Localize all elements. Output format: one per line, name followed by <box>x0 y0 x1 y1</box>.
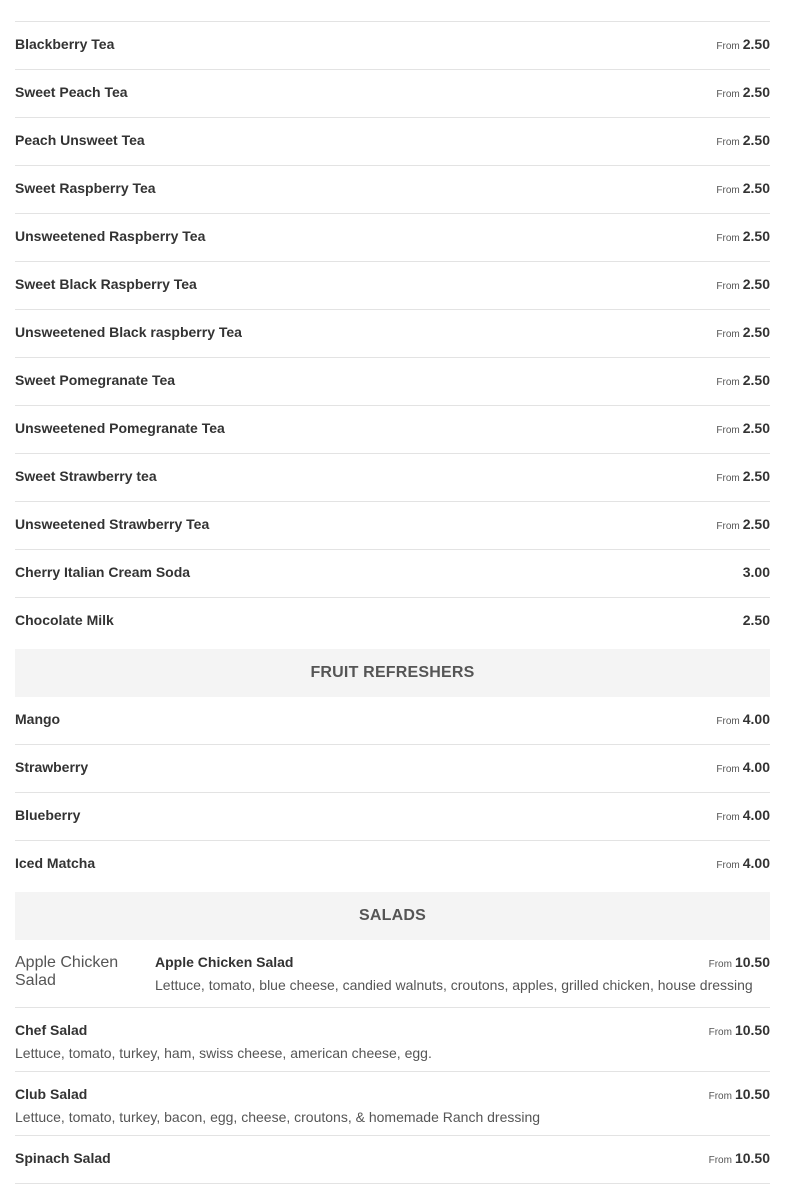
item-price <box>740 612 770 631</box>
price-from-label: From <box>716 377 740 388</box>
menu-item[interactable] <box>15 166 770 214</box>
price-from-label: From <box>716 185 740 196</box>
price-from-label: From <box>716 137 740 148</box>
price-from-label: From <box>716 812 740 823</box>
menu-item[interactable] <box>15 454 770 502</box>
item-price <box>716 420 770 439</box>
salads-list <box>15 940 770 1184</box>
price-value: 2.50 <box>742 276 770 292</box>
price-from-label: From <box>708 1027 732 1038</box>
item-name: Sweet Raspberry Tea <box>15 180 156 196</box>
menu-item[interactable] <box>15 262 770 310</box>
menu-item[interactable] <box>15 214 770 262</box>
price-value: 3.00 <box>742 564 770 580</box>
price-value: 4.00 <box>742 855 770 871</box>
item-name: Iced Matcha <box>15 855 96 871</box>
price-from-label: From <box>708 1155 732 1166</box>
menu-item[interactable] <box>15 310 770 358</box>
item-price <box>716 228 770 247</box>
menu-item[interactable] <box>15 1072 770 1136</box>
price-from-label: From <box>716 716 740 727</box>
price-from-label: From <box>716 764 740 775</box>
menu-item[interactable] <box>15 745 770 793</box>
item-name: Unsweetened Strawberry Tea <box>15 516 210 532</box>
item-name: Apple Chicken Salad <box>155 954 294 970</box>
menu-item[interactable] <box>15 841 770 892</box>
item-name: Blueberry <box>15 807 81 823</box>
item-price <box>716 711 770 730</box>
section-header-salads: SALADS <box>15 892 770 940</box>
price-from-label: From <box>716 860 740 871</box>
item-price <box>716 36 770 55</box>
item-price <box>716 759 770 778</box>
item-description: Lettuce, tomato, blue cheese, candied walnuts, croutons, apples, grilled chicken, house dressing <box>155 977 753 993</box>
price-value: 2.50 <box>742 228 770 244</box>
item-name: Club Salad <box>15 1086 88 1102</box>
menu-item[interactable] <box>15 406 770 454</box>
price-from-label: From <box>716 329 740 340</box>
item-name: Peach Unsweet Tea <box>15 132 145 148</box>
item-name: Strawberry <box>15 759 89 775</box>
item-description: Lettuce, tomato, turkey, bacon, egg, cheese, croutons, & homemade Ranch dressing <box>15 1109 541 1125</box>
price-value: 10.50 <box>734 1086 770 1102</box>
item-price <box>716 276 770 295</box>
item-price <box>740 564 770 583</box>
price-value: 2.50 <box>742 132 770 148</box>
price-from-label: From <box>716 521 740 532</box>
menu-item[interactable] <box>15 793 770 841</box>
menu-item[interactable] <box>15 697 770 745</box>
menu-item[interactable] <box>15 70 770 118</box>
menu-item[interactable] <box>15 598 770 649</box>
price-value: 2.50 <box>742 468 770 484</box>
item-name: Sweet Peach Tea <box>15 84 128 100</box>
item-price <box>716 372 770 391</box>
price-value: 2.50 <box>742 516 770 532</box>
item-description: Lettuce, tomato, turkey, ham, swiss cheese, american cheese, egg. <box>15 1045 432 1061</box>
price-value: 2.50 <box>742 36 770 52</box>
item-name: Unsweetened Black raspberry Tea <box>15 324 242 340</box>
item-price <box>709 954 770 973</box>
price-value: 4.00 <box>742 759 770 775</box>
menu-item[interactable] <box>15 550 770 598</box>
item-name: Unsweetened Raspberry Tea <box>15 228 206 244</box>
fruit-refreshers-list <box>15 697 770 892</box>
price-value: 2.50 <box>742 420 770 436</box>
price-from-label: From <box>708 959 732 970</box>
price-value: 2.50 <box>742 612 770 628</box>
item-price <box>716 180 770 199</box>
price-from-label: From <box>716 41 740 52</box>
item-price <box>716 132 770 151</box>
price-value: 10.50 <box>734 1150 770 1166</box>
item-price <box>716 324 770 343</box>
item-image: Apple Chicken Salad <box>15 954 119 989</box>
menu-item[interactable] <box>15 1008 770 1072</box>
menu-page <box>15 0 770 1184</box>
item-name: Sweet Pomegranate Tea <box>15 372 176 388</box>
item-name: Sweet Black Raspberry Tea <box>15 276 197 292</box>
item-name: Mango <box>15 711 61 727</box>
menu-item[interactable] <box>15 502 770 550</box>
menu-item[interactable] <box>15 118 770 166</box>
price-value: 2.50 <box>742 84 770 100</box>
item-name: Spinach Salad <box>15 1150 111 1166</box>
item-name: Cherry Italian Cream Soda <box>15 564 191 580</box>
item-price <box>716 84 770 103</box>
price-from-label: From <box>716 233 740 244</box>
price-from-label: From <box>716 281 740 292</box>
menu-item[interactable] <box>15 1136 770 1184</box>
item-name: Sweet Strawberry tea <box>15 468 157 484</box>
item-name: Chef Salad <box>15 1022 88 1038</box>
price-value: 10.50 <box>734 1022 770 1038</box>
price-value: 4.00 <box>742 807 770 823</box>
price-from-label: From <box>716 89 740 100</box>
price-value: 2.50 <box>742 324 770 340</box>
item-price <box>716 468 770 487</box>
item-price <box>716 855 770 874</box>
menu-item[interactable] <box>15 940 770 1008</box>
item-price <box>709 1022 770 1041</box>
price-from-label: From <box>716 473 740 484</box>
item-price <box>716 516 770 535</box>
item-name: Unsweetened Pomegranate Tea <box>15 420 225 436</box>
price-from-label: From <box>708 1091 732 1102</box>
menu-item[interactable] <box>15 22 770 70</box>
item-price <box>709 1086 770 1105</box>
section-header-fruit-refreshers: FRUIT REFRESHERS <box>15 649 770 697</box>
item-name: Chocolate Milk <box>15 612 114 628</box>
price-value: 10.50 <box>734 954 770 970</box>
price-value: 4.00 <box>742 711 770 727</box>
price-value: 2.50 <box>742 372 770 388</box>
menu-item[interactable] <box>15 358 770 406</box>
item-price <box>716 807 770 826</box>
item-price <box>709 1150 770 1169</box>
drinks-list <box>15 22 770 649</box>
item-name: Blackberry Tea <box>15 36 115 52</box>
price-value: 2.50 <box>742 180 770 196</box>
price-from-label: From <box>716 425 740 436</box>
menu-item-partial[interactable] <box>15 0 770 22</box>
